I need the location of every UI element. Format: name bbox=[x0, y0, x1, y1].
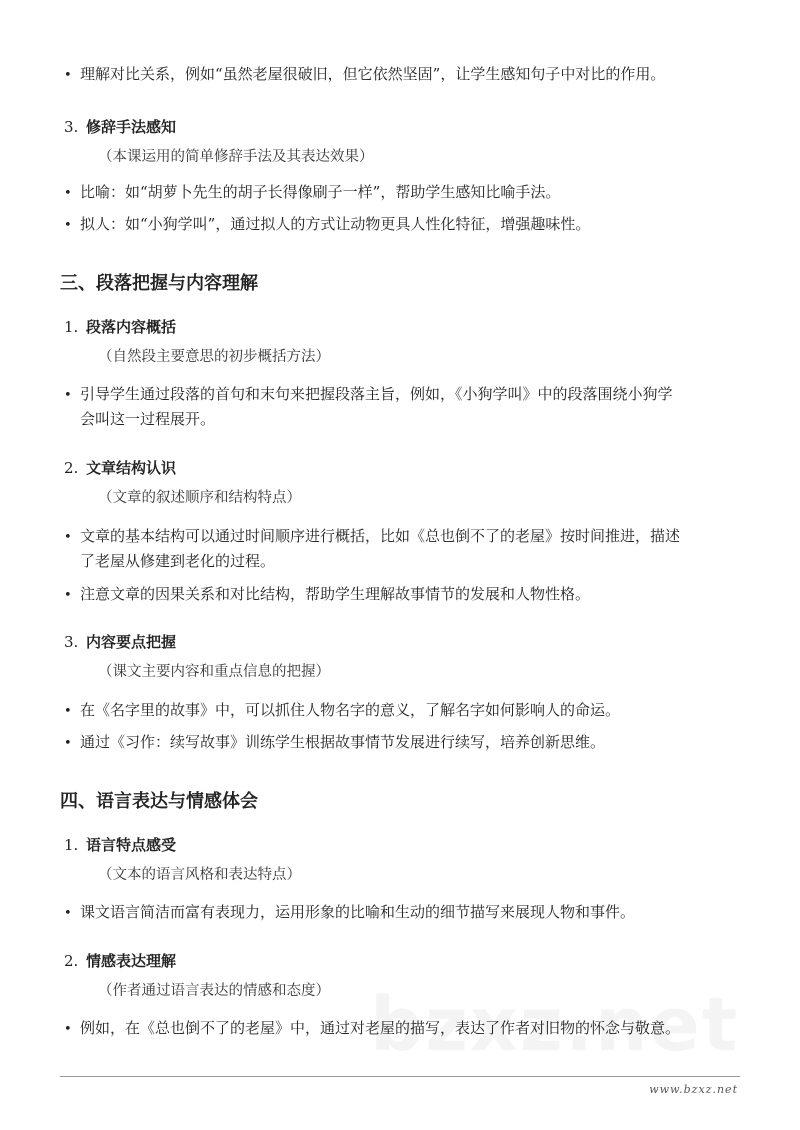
list-item: • 注意文章的因果关系和对比结构，帮助学生理解故事情节的发展和人物性格。 bbox=[64, 582, 590, 608]
subsection-heading: 2. 文章结构认识 bbox=[64, 459, 177, 477]
list-item: • 引导学生通过段落的首句和末句来把握段落主旨，例如，《小狗学叫》中的段落围绕小狗学 bbox=[64, 382, 673, 408]
section-heading: 三、段落把握与内容理解 bbox=[60, 273, 258, 294]
subsection-heading: 3. 修辞手法感知 bbox=[64, 118, 177, 136]
bullet-icon: • bbox=[64, 704, 72, 719]
bullet-icon: • bbox=[64, 388, 72, 403]
footer-divider bbox=[60, 1076, 740, 1077]
bullet-icon: • bbox=[64, 588, 72, 603]
subsection-heading: 1. 语言特点感受 bbox=[64, 836, 177, 854]
bullet-icon: • bbox=[64, 218, 72, 233]
list-item: • 通过《习作：续写故事》训练学生根据故事情节发展进行续写，培养创新思维。 bbox=[64, 730, 605, 756]
list-item-continuation: 了老屋从修建到老化的过程。 bbox=[80, 552, 276, 570]
subsection-note: （课文主要内容和重点信息的把握） bbox=[98, 664, 330, 680]
bullet-icon: • bbox=[64, 1022, 72, 1037]
subsection-note: （文本的语言风格和表达特点） bbox=[98, 867, 301, 883]
bullet-icon: • bbox=[64, 906, 72, 921]
list-item: • 理解对比关系，例如“虽然老屋很破旧，但它依然坚固”，让学生感知句子中对比的作用。 bbox=[64, 62, 665, 88]
subsection-note: （作者通过语言表达的情感和态度） bbox=[98, 983, 330, 999]
subsection-heading: 1. 段落内容概括 bbox=[64, 318, 177, 336]
bullet-icon: • bbox=[64, 530, 72, 545]
list-item: • 比喻：如“胡萝卜先生的胡子长得像刷子一样”，帮助学生感知比喻手法。 bbox=[64, 180, 560, 206]
list-item: • 拟人：如“小狗学叫”，通过拟人的方式让动物更具人性化特征，增强趣味性。 bbox=[64, 212, 590, 238]
bullet-icon: • bbox=[64, 736, 72, 751]
subsection-note: （自然段主要意思的初步概括方法） bbox=[98, 349, 330, 365]
subsection-note: （本课运用的简单修辞手法及其表达效果） bbox=[98, 149, 374, 165]
subsection-heading: 3. 内容要点把握 bbox=[64, 633, 177, 651]
bullet-icon: • bbox=[64, 186, 72, 201]
list-item: • 课文语言简洁而富有表现力，运用形象的比喻和生动的细节描写来展现人物和事件。 bbox=[64, 900, 635, 926]
watermark bbox=[370, 982, 739, 1068]
list-item: • 文章的基本结构可以通过时间顺序进行概括，比如《总也倒不了的老屋》按时间推进，描述 bbox=[64, 524, 680, 550]
footer-url[interactable]: www.bzxz.net bbox=[649, 1083, 738, 1096]
section-heading: 四、语言表达与情感体会 bbox=[60, 791, 258, 812]
subsection-heading: 2. 情感表达理解 bbox=[64, 952, 177, 970]
subsection-note: （文章的叙述顺序和结构特点） bbox=[98, 490, 301, 506]
list-item-continuation: 会叫这一过程展开。 bbox=[80, 410, 216, 428]
list-item: • 在《名字里的故事》中，可以抓住人物名字的意义，了解名字如何影响人的命运。 bbox=[64, 698, 620, 724]
bullet-icon: • bbox=[64, 68, 72, 83]
list-item: • 例如，在《总也倒不了的老屋》中，通过对老屋的描写，表达了作者对旧物的怀念与敬意。 bbox=[64, 1016, 680, 1042]
